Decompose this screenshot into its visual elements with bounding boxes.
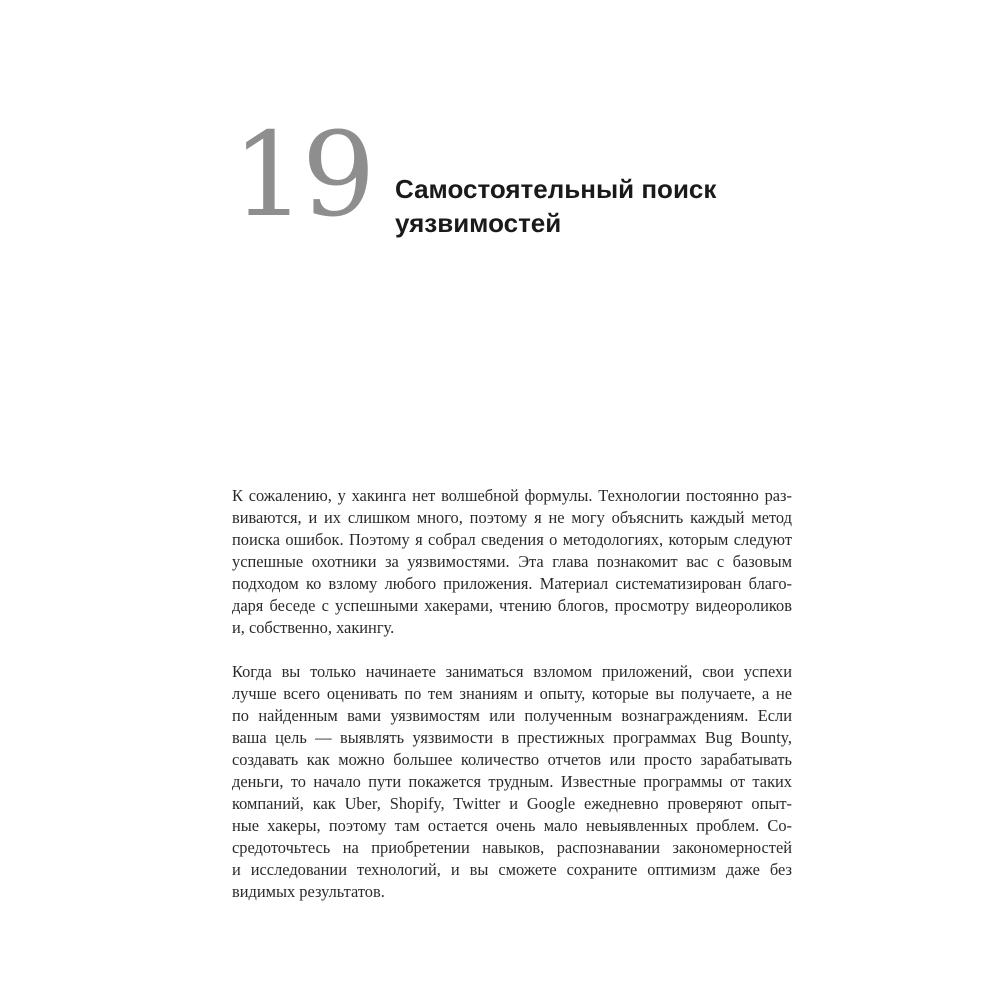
text-line: лучше всего оценивать по тем знаниям и опыту, которые вы получаете, а не (232, 684, 792, 703)
text-line: виваются, и их слишком много, поэтому я не могу объяснить каждый метод (232, 508, 792, 527)
text-line: ные хакеры, поэтому там остается очень мало невыявленных проблем. Со- (232, 816, 792, 835)
text-line: деньги, то начало пути покажется трудным. Известные программы от таких (232, 772, 792, 791)
text-line: по найденным вами уязвимостям или полученным вознаграждениям. Если (232, 706, 792, 725)
text-line: даря беседе с успешными хакерами, чтению блогов, просмотру видеороликов (232, 596, 792, 615)
chapter-title-line: уязвимостей (395, 208, 562, 238)
text-line: ваша цель — выявлять уязвимости в престижных программах Bug Bounty, (232, 728, 792, 747)
text-line: поиска ошибок. Поэтому я собрал сведения о методологиях, которым следуют (232, 530, 792, 549)
text-line: и, собственно, хакингу. (232, 618, 395, 637)
text-line: успешные охотники за уязвимостями. Эта глава познакомит вас с базовым (232, 552, 792, 571)
text-line: К сожалению, у хакинга нет волшебной формулы. Технологии постоянно раз- (232, 486, 792, 505)
chapter-title-line: Самостоятельный поиск (395, 174, 717, 204)
text-line: подходом ко взлому любого приложения. Материал систематизирован благо- (232, 574, 792, 593)
chapter-title (395, 172, 815, 240)
paragraph-intro (232, 485, 792, 639)
text-line: создавать как можно большее количество отчетов или просто зарабатывать (232, 750, 792, 769)
text-line: средоточьтесь на приобретении навыков, распознавании закономерностей (232, 838, 792, 857)
text-line: Когда вы только начинаете заниматься взломом приложений, свои успехи (232, 662, 792, 681)
paragraph-advice (232, 661, 792, 903)
chapter-body (232, 485, 792, 925)
text-line: видимых результатов. (232, 882, 385, 901)
chapter-number: 19 (232, 108, 372, 243)
text-line: и исследовании технологий, и вы сможете сохраните оптимизм даже без (232, 860, 792, 879)
text-line: компаний, как Uber, Shopify, Twitter и Google ежедневно проверяют опыт- (232, 794, 792, 813)
